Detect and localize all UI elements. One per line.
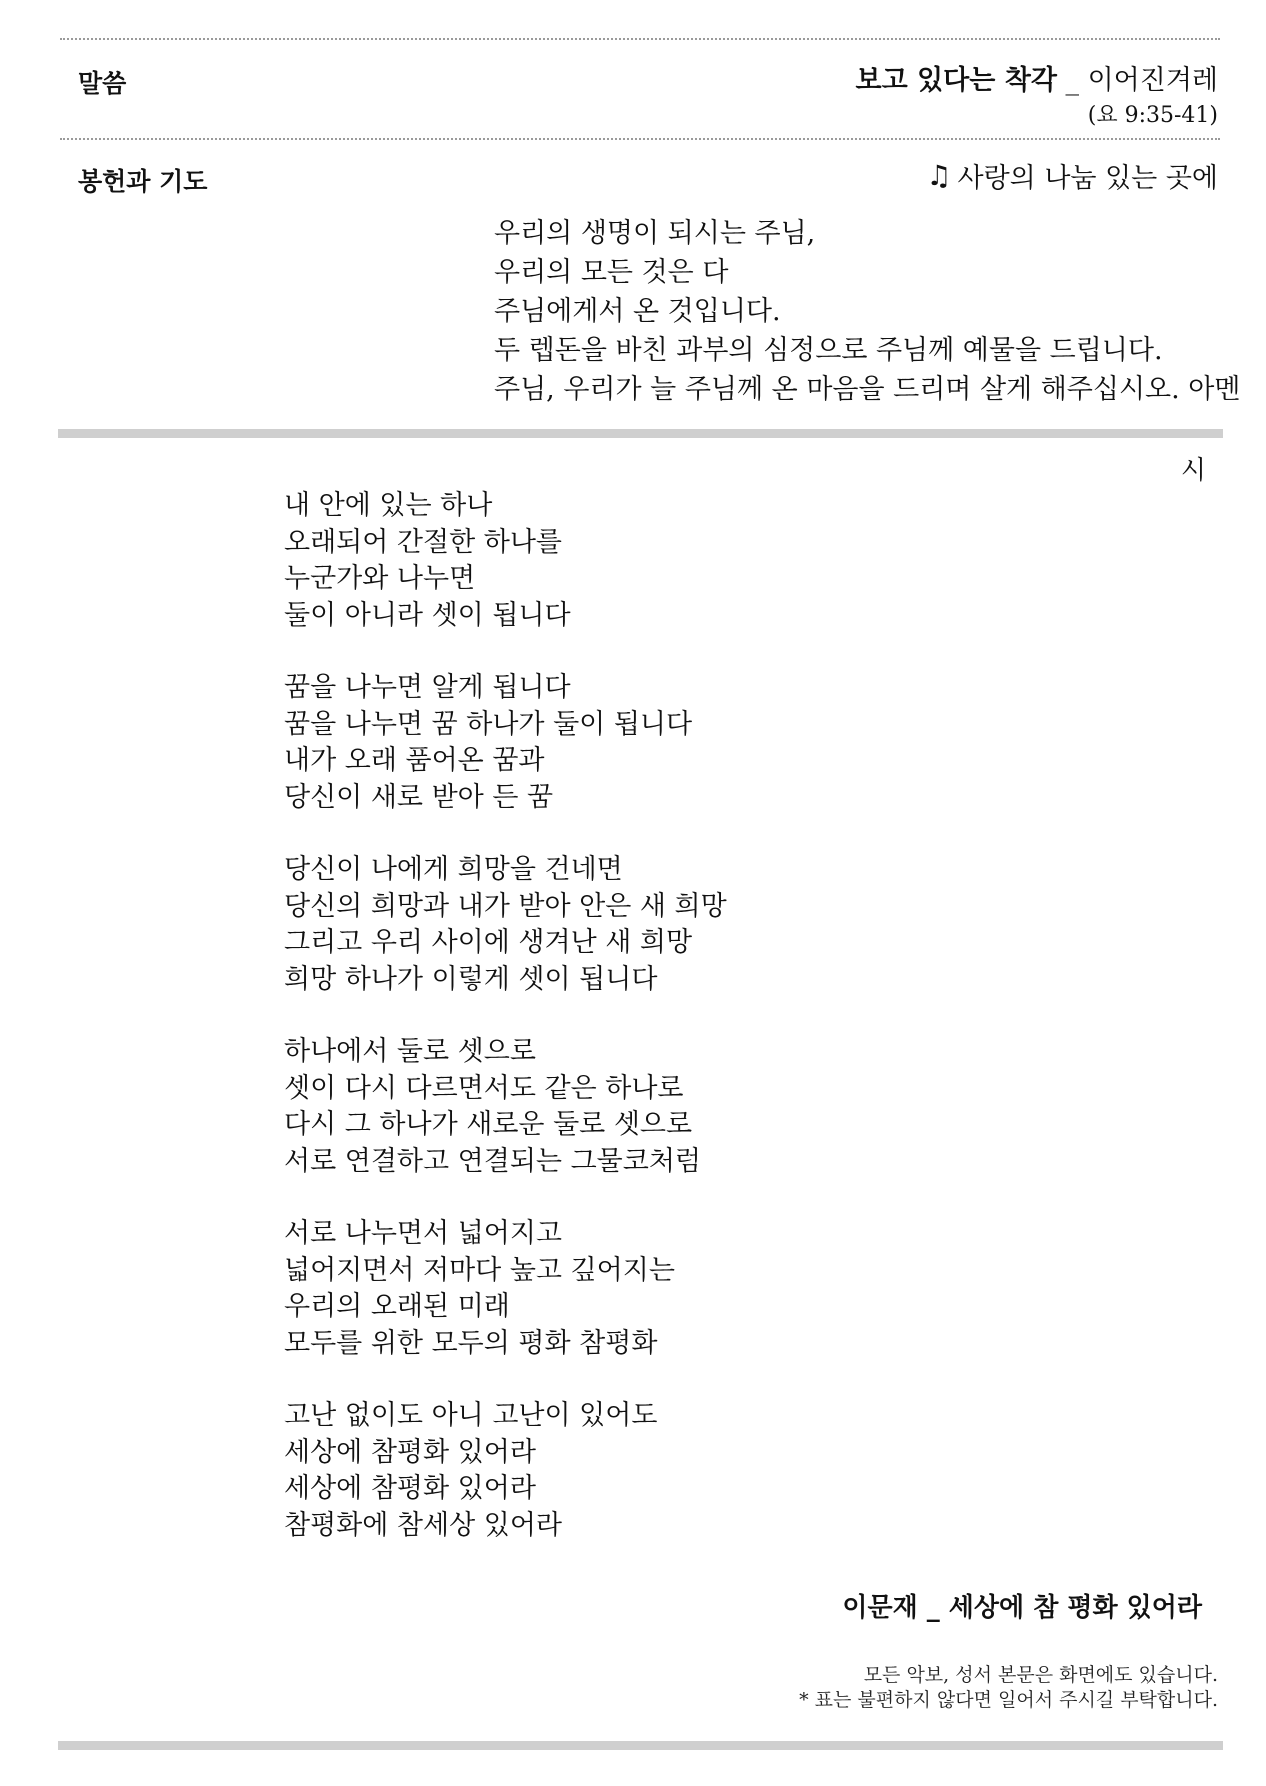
sermon-title-separator: _ bbox=[1056, 65, 1088, 96]
prayer-line: 우리의 생명이 되시는 주님, bbox=[494, 218, 816, 249]
poem-attribution: 이문재 _ 세상에 참 평화 있어라 bbox=[842, 1593, 1202, 1623]
poem-line: 꿈을 나누면 알게 됩니다 bbox=[284, 672, 571, 703]
poem bbox=[284, 488, 727, 1544]
poem-line: 넓어지면서 저마다 높고 깊어지는 bbox=[284, 1254, 675, 1286]
poem-line: 당신의 희망과 내가 받아 안은 새 희망 bbox=[284, 890, 727, 922]
poem-stanza bbox=[284, 852, 727, 998]
sermon-label: 말씀 bbox=[78, 69, 127, 98]
footer-note: * 표는 불편하지 않다면 일어서 주시길 부탁합니다. bbox=[799, 1689, 1218, 1711]
poem-line: 당신이 새로 받아 든 꿈 bbox=[284, 781, 554, 813]
prayer-line: 두 렙돈을 바친 과부의 심정으로 주님께 예물을 드립니다. bbox=[494, 335, 1163, 366]
section-bar bbox=[58, 429, 1223, 438]
music-note-icon: ♫ bbox=[926, 159, 952, 192]
poem-stanza bbox=[284, 1216, 727, 1362]
section-divider bbox=[60, 138, 1220, 140]
poem-stanza bbox=[284, 488, 727, 634]
poem-line: 그리고 우리 사이에 생겨난 새 희망 bbox=[284, 927, 693, 958]
poem-label: 시 bbox=[1180, 456, 1206, 486]
top-divider bbox=[60, 38, 1220, 40]
poem-stanza bbox=[284, 1398, 727, 1544]
poem-line: 셋이 다시 다르면서도 같은 하나로 bbox=[284, 1072, 684, 1104]
prayer-line: 주님, 우리가 늘 주님께 온 마음을 드리며 살게 해주십시오. 아멘 bbox=[494, 374, 1241, 405]
poem-line: 오래되어 간절한 하나를 bbox=[284, 526, 562, 558]
poem-line: 희망 하나가 이렇게 셋이 됩니다 bbox=[284, 963, 658, 995]
poem-line: 모두를 위한 모두의 평화 참평화 bbox=[284, 1327, 658, 1359]
poem-line: 다시 그 하나가 새로운 둘로 셋으로 bbox=[284, 1109, 693, 1140]
sermon-preacher: 이어진겨레 bbox=[1087, 65, 1218, 96]
prayer-line: 주님에게서 온 것입니다. bbox=[494, 296, 781, 327]
poem-line: 하나에서 둘로 셋으로 bbox=[284, 1036, 536, 1067]
poem-line: 꿈을 나누면 꿈 하나가 둘이 됩니다 bbox=[284, 708, 693, 740]
offering-label: 봉헌과 기도 bbox=[78, 167, 208, 196]
poem-line: 서로 나누면서 넓어지고 bbox=[284, 1218, 562, 1249]
poem-line: 둘이 아니라 셋이 됩니다 bbox=[284, 599, 571, 631]
hymn-title-text: 사랑의 나눔 있는 곳에 bbox=[957, 163, 1218, 194]
prayer-line: 우리의 모든 것은 다 bbox=[494, 257, 729, 288]
poem-line: 고난 없이도 아니 고난이 있어도 bbox=[284, 1400, 658, 1431]
offering-prayer bbox=[494, 214, 1240, 409]
footer-note: 모든 악보, 성서 본문은 화면에도 있습니다. bbox=[863, 1664, 1218, 1686]
poem-line: 참평화에 참세상 있어라 bbox=[284, 1509, 562, 1541]
poem-line: 우리의 오래된 미래 bbox=[284, 1291, 510, 1322]
poem-line: 세상에 참평화 있어라 bbox=[284, 1436, 536, 1468]
footer-notes bbox=[799, 1663, 1218, 1713]
poem-line: 서로 연결하고 연결되는 그물코처럼 bbox=[284, 1145, 701, 1177]
poem-line: 당신이 나에게 희망을 건네면 bbox=[284, 854, 623, 885]
sermon-title-text: 보고 있다는 착각 bbox=[855, 65, 1057, 96]
poem-stanza bbox=[284, 1034, 727, 1180]
poem-line: 내가 오래 품어온 꿈과 bbox=[284, 745, 545, 776]
poem-stanza bbox=[284, 670, 727, 816]
poem-line: 세상에 참평화 있어라 bbox=[284, 1473, 536, 1504]
poem-line: 누군가와 나누면 bbox=[284, 563, 476, 594]
poem-line: 내 안에 있는 하나 bbox=[284, 490, 493, 521]
hymn-title bbox=[926, 156, 1218, 195]
sermon-title bbox=[856, 58, 1218, 97]
scripture-reference: (요 9:35-41) bbox=[1087, 103, 1218, 128]
bottom-bar bbox=[58, 1741, 1223, 1750]
